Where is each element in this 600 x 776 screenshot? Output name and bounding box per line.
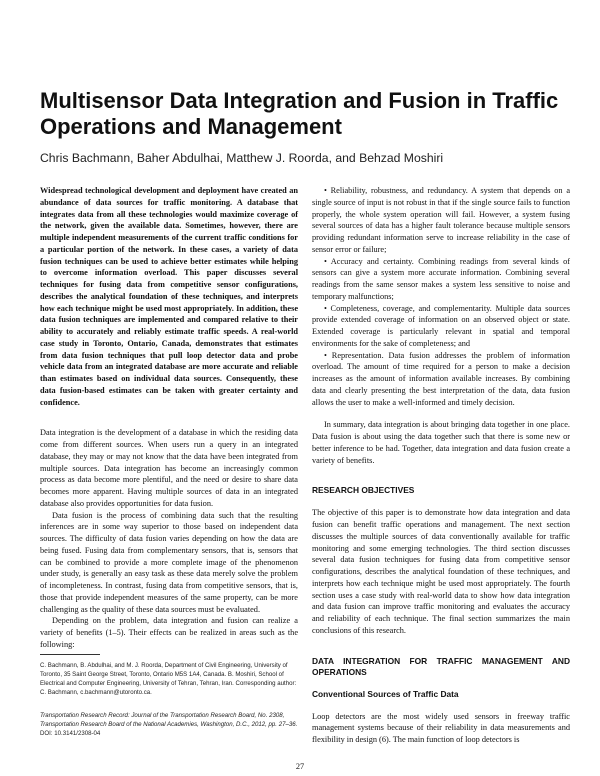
- sources-paragraph: Loop detectors are the most widely used sensors in freeway traffic management systems because of their reliability in data measurements and flexibility in design (6). The main function of loop detectors is: [312, 711, 570, 744]
- body-paragraph-intro: Data integration is the development of a database in which the residing data come from different sources. When users run a query in an integrated database, they may or may not know that the data have been integrated from multiple sources. Data integration has become an increasingly common process as data become more plentiful, and the need or desire to share data becomes more apparent. Having multiple sources of data in an integrated database also provides opportunities for data fusion.: [40, 428, 298, 508]
- page-number: 27: [295, 762, 305, 771]
- footnote-affiliations: C. Bachmann, B. Abdulhai, and M. J. Roorda, Department of Civil Engineering, University of Toronto, 35 Saint George Street, Toronto, Ontario M5S 1A4, Canada. B. Moshiri, School of Electrical and Computer Engineering, University of Tehran, Tehran, Iran. Corresponding author: C. Bachmann, c.bachmann@utoronto.ca.: [40, 662, 297, 697]
- footnote-doi: DOI: 10.3141/2308-04: [40, 730, 101, 738]
- bullet-item: • Completeness, coverage, and complementarity. Multiple data sources provide extended coverage of information on an observed object or state. Extended coverage is particularly relevant in spatial and temporal environments for the sake of completeness; and: [312, 303, 570, 348]
- subsection-heading-sources: Conventional Sources of Traffic Data: [312, 688, 459, 699]
- bullet-item: • Accuracy and certainty. Combining readings from several kinds of sensors can give a system more accurate information. Combining several readings from the same sensor makes a system less sensitive to noise and temporary malfunctions;: [312, 256, 570, 301]
- objectives-paragraph: The objective of this paper is to demonstrate how data integration and data fusion can benefit traffic operations and management. The next section discusses the multiple sources of data conventionally available for traffic monitoring and some emerging technologies. The third section discusses several data fusion techniques for fusing data from competitive sensor configurations, describes the analytical foundation of these techniques, and interprets how each technique might be used most appropriately. The fourth section uses a case study with real-world data to show how data integration and data fusion can improve traffic monitoring and evaluates the accuracy and reliability of each technique. The final section summarizes the main conclusions of this research.: [312, 508, 570, 635]
- bullet-item: • Representation. Data fusion addresses the problem of information overload. The amount of time required for a person to make a decision increases as the amount of information available increases. By combining data and clearly presenting the best interpretation of the data, data fusion allows the user to make a well-informed and timely decision.: [312, 350, 570, 407]
- footnote-citation-block: [40, 711, 298, 738]
- footnote-divider: [40, 654, 100, 655]
- section-heading-integration: DATA INTEGRATION FOR TRAFFIC MANAGEMENT AND OPERATIONS: [312, 655, 570, 677]
- paper-title: Multisensor Data Integration and Fusion in Traffic Operations and Management: [40, 88, 559, 139]
- right-column: [312, 185, 570, 746]
- body-paragraph-fusion: Data fusion is the process of combining data such that the resulting inferences are in some way superior to those based on independent data sources. The difficulty of data fusion varies depending on how the data are being fused. Fusing data from complementary sensors, that is, sensors that can be combined to provide a more complete image of the phenomenon under study, is generally an easy task as these data merely solve the problem of incompleteness. In contrast, fusing data from competitive sensors, that is, those that provide independent measures of the same property, can be more challenging as the quality of these data sources must be evaluated.: [40, 510, 298, 614]
- footnote-citation: Transportation Research Record: Journal of the Transportation Research Board, No. 2308, Transportation Research Board of the National Academies, Washington, D.C., 2012, pp. 27–36.: [40, 712, 298, 729]
- body-paragraph-benefits: Depending on the problem, data integration and fusion can realize a variety of benefits (1–5). Their effects can be realized in areas such as the following:: [40, 616, 298, 649]
- section-heading-objectives: RESEARCH OBJECTIVES: [312, 485, 415, 496]
- left-column: [40, 185, 298, 651]
- abstract: Widespread technological development and deployment have created an abundance of data sources for traffic monitoring. A database that integrates data from all these technologies would maximize coverage of the network, given the available data. Sometimes, however, there are multiple independent measurements of the current traffic conditions for a particular portion of the network. In these cases, a variety of data fusion techniques can be used to achieve better estimates while helping to overcome information overload. This paper discusses several techniques for fusing data from competitive sensor configurations, describes the analytical foundation of these techniques, and interprets how each technique might be used most appropriately. In addition, these data fusion techniques are implemented and compared relative to their ability to accurately and reliably estimate traffic speeds. A real-world case study in Toronto, Ontario, Canada, demonstrates that estimates from data fusion techniques that pull loop detector data and probe vehicle data from an integrated database are more accurate and reliable than estimates based on individual data sources. Consequently, these data fusion-based estimates can be taken with greater certainty and confidence.: [40, 186, 298, 407]
- bullet-item: • Reliability, robustness, and redundancy. A system that depends on a single source of input is not robust in that if the single source fails to function properly, the whole system operation will fail. However, a system fusing several sources of data has a higher fault tolerance because multiple sensors providing redundant information serve to increase reliability in the case of sensor error or failure;: [312, 186, 570, 254]
- author-list: Chris Bachmann, Baher Abdulhai, Matthew J. Roorda, and Behzad Moshiri: [40, 151, 444, 165]
- summary-paragraph: In summary, data integration is about bringing data together in one place. Data fusion is about using the data together such that there is some new or better inference to be had. Together, data integration and data fusion create a variety of benefits.: [312, 420, 570, 465]
